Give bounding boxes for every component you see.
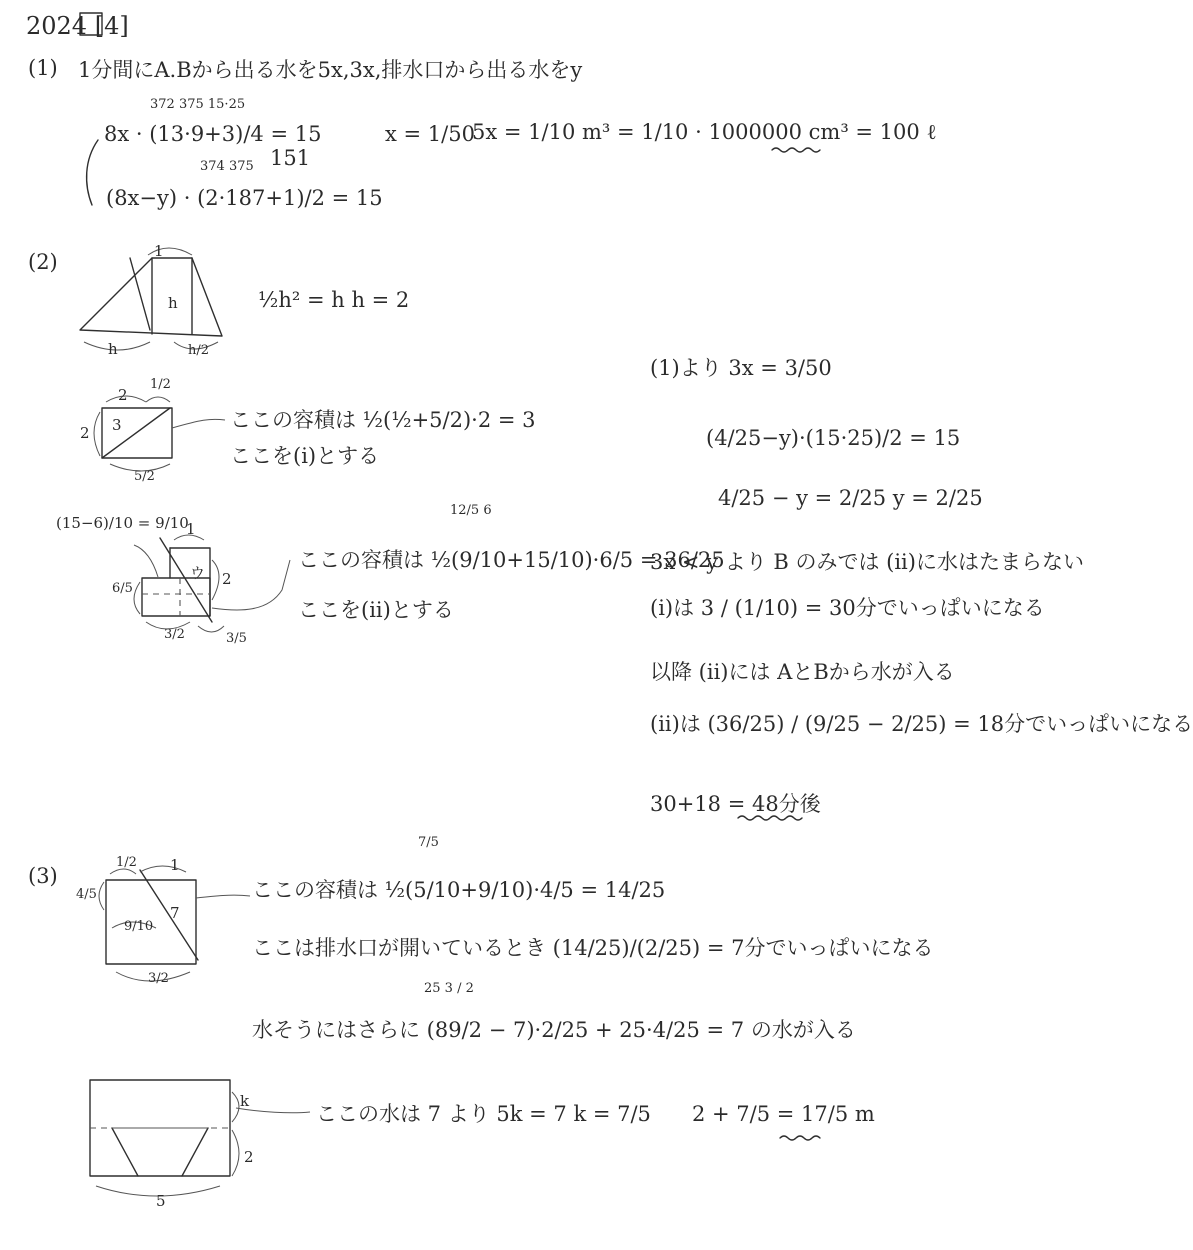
right-step-8-answer: 30+18 = 48分後 [650,792,821,816]
volume-ii: ここの容積は ½(9/10+15/10)·6/5 = 36/25 [298,548,725,572]
fig4-label-left: 4/5 [76,887,97,902]
problem-3-overwrite-2: 25 3 / 2 [424,981,474,996]
right-step-2: (4/25−y)·(15·25)/2 = 15 [706,426,961,450]
volume-i: ここの容積は ½(½+5/2)·2 = 3 [230,408,536,432]
final-answer: 2 + 7/5 = 17/5 m [692,1102,875,1126]
k-equation: ここの水は 7 より 5k = 7 k = 7/5 [316,1102,651,1126]
right-step-6: 以降 (ii)には AとBから水が入る [650,660,955,684]
fig4-label-bottom: 3/2 [148,971,169,986]
fig4-label-seven: 7 [170,904,180,922]
problem-3-overwrite-1: 7/5 [418,835,439,850]
fig1-label-top: 1 [154,242,164,260]
height-equation: ½h² = h h = 2 [258,288,410,312]
label-ii: ここを(ii)とする [298,598,454,622]
fig5-label-k: k [240,1092,250,1110]
equation-1-result: 151 [270,146,311,170]
problem-1-overwrite-2: 374 375 [200,159,254,174]
equation-2: (8x−y) · (2·187+1)/2 = 15 [106,186,383,210]
volume-iii: ここの容積は ½(5/10+9/10)·4/5 = 14/25 [252,878,666,902]
system-bracket [87,140,98,205]
drain-time: ここは排水口が開いているとき (14/25)/(2/25) = 7分でいっぱいになる [252,936,934,960]
fig1-label-half: h/2 [188,343,210,358]
underline-100l [772,148,820,152]
fig2-label-bottom: 5/2 [134,469,155,484]
fig3-label-top: 1 [186,520,196,538]
fig3-top-calc: (15−6)/10 = 9/10 [56,514,189,532]
fig2-label-area: 3 [112,416,122,434]
fig2-label-half: 1/2 [150,377,171,392]
problem-3-number: (3) [28,864,58,888]
equation-1: 8x · (13·9+3)/4 = 15 [104,122,322,146]
underline-175 [780,1136,820,1140]
right-step-1: (1)より 3x = 3/50 [650,356,832,380]
figure-cross-section-4 [99,866,250,981]
figure-tank [90,1080,310,1196]
header-year: 2024 [4] [26,12,129,40]
label-i: ここを(i)とする [230,444,380,468]
solution-x: x = 1/50 [385,122,475,146]
right-step-4: 3x < y より B のみでは (ii)に水はたまらない [650,550,1084,574]
fig3-label-corner: 3/5 [226,631,247,646]
fig5-label-height: 2 [244,1148,254,1166]
fig2-label-side: 2 [80,424,90,442]
problem-1-overwrite-1: 372 375 15·25 [150,97,246,112]
right-step-3: 4/25 − y = 2/25 y = 2/25 [718,486,983,510]
problem-1-number: (1) [28,56,58,80]
right-step-5: (i)は 3 / (1/10) = 30分でいっぱいになる [650,596,1045,620]
fig5-label-width: 5 [156,1192,166,1210]
problem-2-overwrite: 12/5 6 [450,503,492,518]
problem-2-number: (2) [28,250,58,274]
figure-cross-section-1 [80,248,222,350]
problem-1-statement: 1分間にA.Bから出る水を5x,3x,排水口から出る水をy [78,58,583,82]
figure-cross-section-3 [134,535,290,632]
fig3-label-bottom: 3/2 [164,627,185,642]
fig1-label-height: h [168,294,178,312]
fig3-label-right: 2 [222,570,232,588]
right-step-7: (ii)は (36/25) / (9/25 − 2/25) = 18分でいっぱいになる [650,712,1193,736]
fig2-label-top: 2 [118,386,128,404]
additional-water: 水そうにはさらに (89/2 − 7)·2/25 + 25·4/25 = 7 の水が入る [252,1018,856,1042]
fig4-label-half: 1/2 [116,855,137,870]
fig3-label-left: 6/5 [112,581,133,596]
fig4-label-middle: 9/10 [124,919,154,934]
volume-conversion: 5x = 1/10 m³ = 1/10 · 1000000 cm³ = 100 ℓ [472,120,937,144]
fig1-label-base: h [108,340,118,358]
fig3-label-u: ウ [190,564,206,582]
underline-48 [738,816,802,820]
fig4-label-top: 1 [170,856,180,874]
